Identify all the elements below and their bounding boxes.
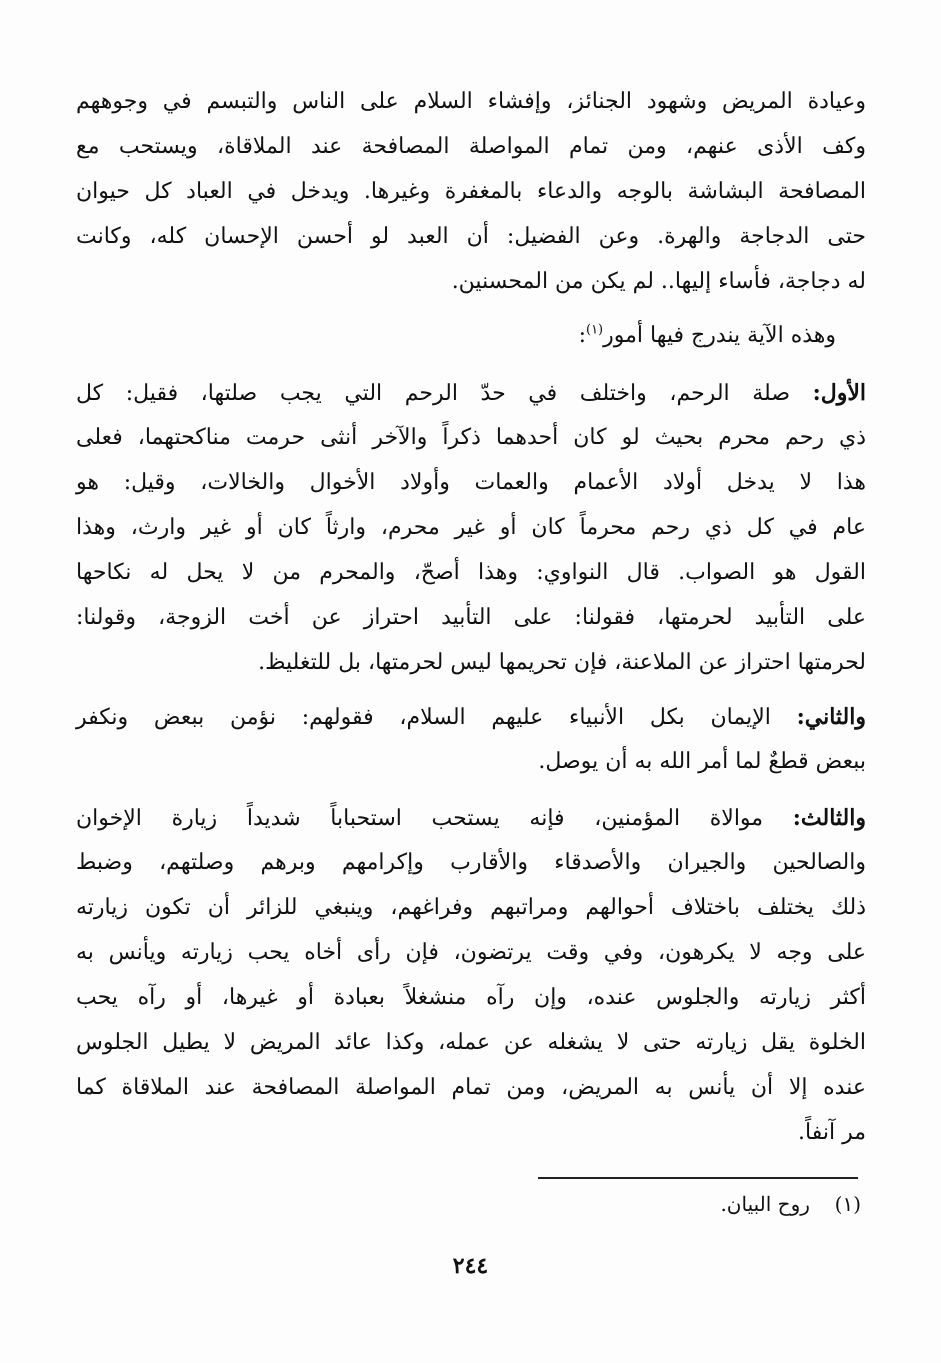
- text-line: هذا لا يدخل أولاد الأعمام والعمات وأولاد الأخوال والخالات، وقيل: هو: [76, 470, 866, 495]
- paragraph-first: [76, 375, 866, 685]
- footnote-text: روح البيان.: [720, 1192, 810, 1216]
- footnote-marker: (١): [834, 1192, 861, 1216]
- text-line: [76, 318, 866, 354]
- text-line: على وجه لا يكرهون، وفي وقت يرتضون، فإن رأى أخاه يحب زيارته ويأنس به: [76, 940, 866, 965]
- footnote-reference: (١): [585, 322, 604, 338]
- page-number: ٢٤٤: [452, 1253, 489, 1279]
- text-line: [76, 699, 866, 736]
- text-span: موالاة المؤمنين، فإنه يستحب استحباباً شديداً زيارة الإخوان: [76, 806, 764, 831]
- text-span: الإيمان بكل الأنبياء عليهم السلام، فقولهم: نؤمن ببعض ونكفر: [76, 705, 771, 730]
- section-heading-second: والثاني:: [796, 704, 866, 730]
- text-line: على التأبيد لحرمتها، فقولنا: على التأبيد احتراز عن أخت الزوجة، وقولنا:: [76, 605, 866, 630]
- text-line: القول هو الصواب. قال النواوي: وهذا أصحّ، والمحرم من لا يحل له نكاحها: [76, 560, 866, 585]
- text-line: [76, 375, 866, 412]
- paragraph-1: [76, 84, 866, 304]
- paragraph-third: [76, 800, 866, 1160]
- text-line: وكف الأذى عنهم، ومن تمام المواصلة المصافحة عند الملاقاة، ويستحب مع: [76, 134, 866, 159]
- text-line: حتى الدجاجة والهرة. وعن الفضيل: أن العبد لو أحسن الإحسان كله، وكانت: [76, 224, 866, 249]
- intro-text: وهذه الآية يندرج فيها أمور: [603, 323, 836, 348]
- text-line: ببعض قطعٌ لما أمر الله به أن يوصل.: [538, 749, 866, 774]
- text-line: [76, 800, 866, 837]
- text-line: عنده إلا أن يأنس به المريض، ومن تمام المواصلة المصافحة عند الملاقاة كما: [76, 1075, 866, 1100]
- footnote: [720, 1192, 861, 1216]
- intro-colon: :: [578, 323, 586, 348]
- text-line: الخلوة يقل زيارته حتى لا يشغله عن عمله، وكذا عائد المريض لا يطيل الجلوس: [76, 1030, 866, 1055]
- text-line: أكثر زيارته والجلوس عنده، وإن رآه منشغلاً بعبادة أو غيرها، أو رآه يحب: [76, 985, 866, 1010]
- paragraph-2: [76, 318, 866, 358]
- text-line: له دجاجة، فأساء إليها.. لم يكن من المحسنين.: [451, 269, 866, 294]
- text-line: والصالحين والجيران والأصدقاء والأقارب وإكرامهم وبرهم وصلتهم، وضبط: [76, 850, 866, 875]
- text-line: ذلك يختلف باختلاف أحوالهم ومراتبهم وفراغهم، وينبغي للزائر أن تكون زيارته: [76, 895, 866, 920]
- text-line: مر آنفاً.: [798, 1120, 866, 1145]
- text-line: المصافحة البشاشة بالوجه والدعاء بالمغفرة وغيرها. ويدخل في العباد كل حيوان: [76, 179, 866, 204]
- footnote-divider: [538, 1177, 858, 1179]
- text-span: صلة الرحم، واختلف في حدّ الرحم التي يجب صلتها، فقيل: كل: [76, 381, 790, 406]
- section-heading-third: والثالث:: [792, 805, 866, 831]
- text-line: لحرمتها احتراز عن الملاعنة، فإن تحريمها ليس لحرمتها، بل للتغليظ.: [258, 650, 866, 675]
- text-line: عام في كل ذي رحم محرماً كان أو غير محرم، وارثاً كان أو غير وارث، وهذا: [76, 515, 866, 540]
- text-line: وعيادة المريض وشهود الجنائز، وإفشاء السلام على الناس والتبسم في وجوههم: [76, 89, 866, 114]
- section-heading-first: الأول:: [812, 380, 866, 406]
- paragraph-second: [76, 699, 866, 784]
- text-line: ذي رحم محرم بحيث لو كان أحدهما ذكراً والآخر أنثى حرمت مناكحتهما، فعلى: [76, 425, 866, 450]
